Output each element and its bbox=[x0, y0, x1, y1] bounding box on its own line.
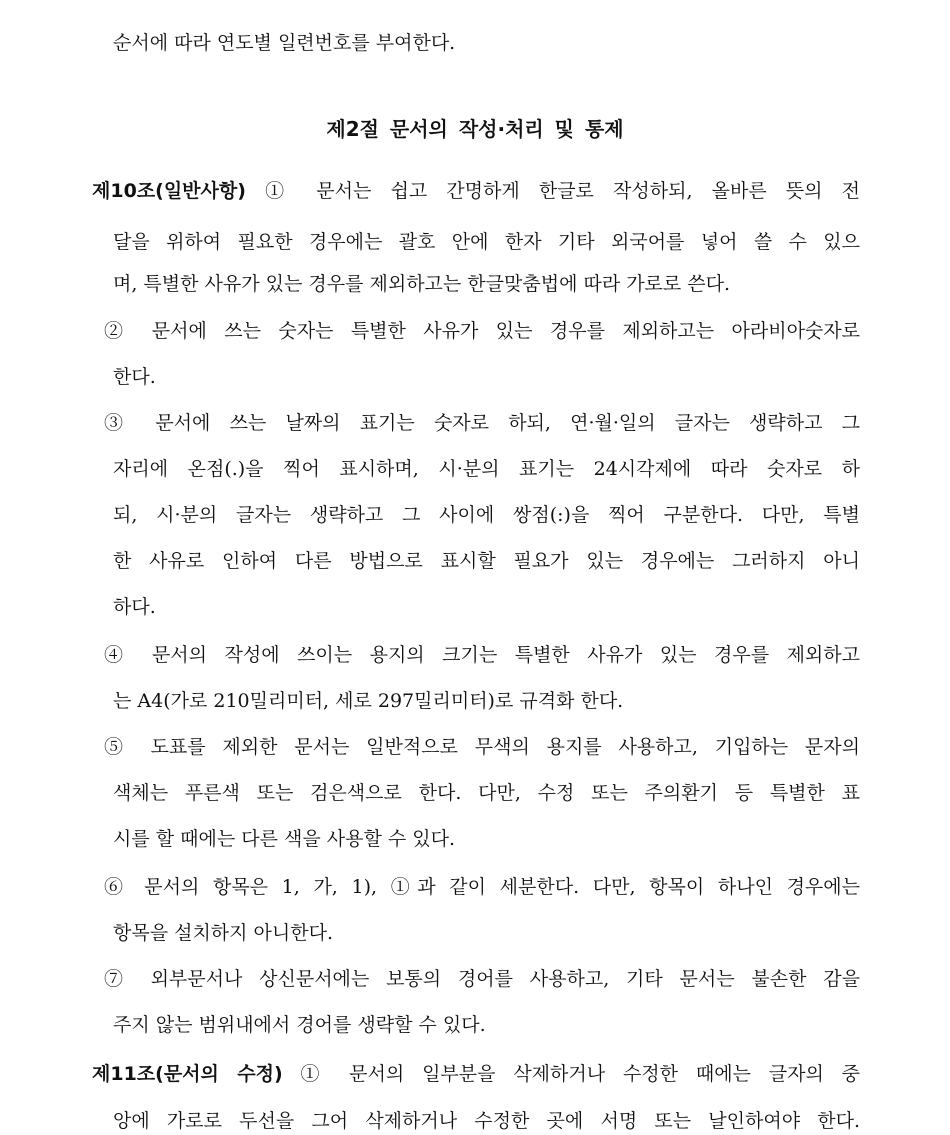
article-10-clause-7-line: 주지 않는 범위내에서 경어를 생략할 수 있다. bbox=[113, 1014, 486, 1036]
article-11-clause-1-text: ① 문서의 일부분을 삭제하거나 수정한 때에는 글자의 중 bbox=[300, 1063, 860, 1085]
article-11-line: 앙에 가로로 두선을 그어 삭제하거나 수정한 곳에 서명 또는 날인하여야 한다. bbox=[113, 1110, 860, 1132]
article-10-clause-5-line: ⑤ 도표를 제외한 문서는 일반적으로 무색의 용지를 사용하고, 기입하는 문자의 bbox=[104, 736, 860, 758]
article-10-clause-5-line: 색체는 푸른색 또는 검은색으로 한다. 다만, 수정 또는 주의환기 등 특별한 표 bbox=[113, 782, 860, 804]
article-10-clause-7-line: ⑦ 외부문서나 상신문서에는 보통의 경어를 사용하고, 기타 문서는 불손한 감을 bbox=[104, 968, 860, 990]
article-10-clause-3-line: 되, 시·분의 글자는 생략하고 그 사이에 쌍점(:)을 찍어 구분한다. 다만, 특별 bbox=[113, 504, 860, 526]
article-11-first-line bbox=[92, 1060, 860, 1088]
article-10-clause-3-line: 한 사유로 인하여 다른 방법으로 표시할 필요가 있는 경우에는 그러하지 아니 bbox=[113, 550, 860, 572]
article-10-clause-2-line: 한다. bbox=[113, 366, 156, 388]
article-10-first-line bbox=[92, 177, 860, 205]
article-10-clause-4-line: ④ 문서의 작성에 쓰이는 용지의 크기는 특별한 사유가 있는 경우를 제외하고 bbox=[104, 644, 860, 666]
article-10-line: 며, 특별한 사유가 있는 경우를 제외하고는 한글맞춤법에 따라 가로로 쓴다. bbox=[113, 273, 731, 295]
article-10-clause-3-line: ③ 문서에 쓰는 날짜의 표기는 숫자로 하되, 연·월·일의 글자는 생략하고 그 bbox=[104, 412, 860, 434]
article-10-clause-4-line: 는 A4(가로 210밀리미터, 세로 297밀리미터)로 규격화 한다. bbox=[113, 690, 624, 712]
article-10-clause-3-line: 자리에 온점(.)을 찍어 표시하며, 시·분의 표기는 24시각제에 따라 숫자로 하 bbox=[113, 458, 860, 480]
article-10-clause-2-line: ② 문서에 쓰는 숫자는 특별한 사유가 있는 경우를 제외하고는 아라비아숫자로 bbox=[104, 320, 860, 342]
article-10-heading: 제10조(일반사항) bbox=[92, 180, 246, 202]
section-title: 제2절 문서의 작성·처리 및 통제 bbox=[326, 117, 624, 141]
article-10-clause-6-line: ⑥ 문서의 항목은 1, 가, 1), ①과 같이 세분한다. 다만, 항목이 하나인 경우에는 bbox=[104, 876, 860, 898]
article-11-heading: 제11조(문서의 수정) bbox=[92, 1063, 283, 1085]
continued-text-line: 순서에 따라 연도별 일련번호를 부여한다. bbox=[113, 32, 456, 54]
article-10-line: 달을 위하여 필요한 경우에는 괄호 안에 한자 기타 외국어를 넣어 쓸 수 있으 bbox=[113, 231, 860, 253]
article-10-clause-6-line: 항목을 설치하지 아니한다. bbox=[113, 922, 334, 944]
article-10-clause-3-line: 하다. bbox=[113, 596, 156, 618]
article-10-clause-1-text: ① 문서는 쉽고 간명하게 한글로 작성하되, 올바른 뜻의 전 bbox=[265, 180, 860, 202]
article-10-clause-5-line: 시를 할 때에는 다른 색을 사용할 수 있다. bbox=[113, 828, 455, 850]
